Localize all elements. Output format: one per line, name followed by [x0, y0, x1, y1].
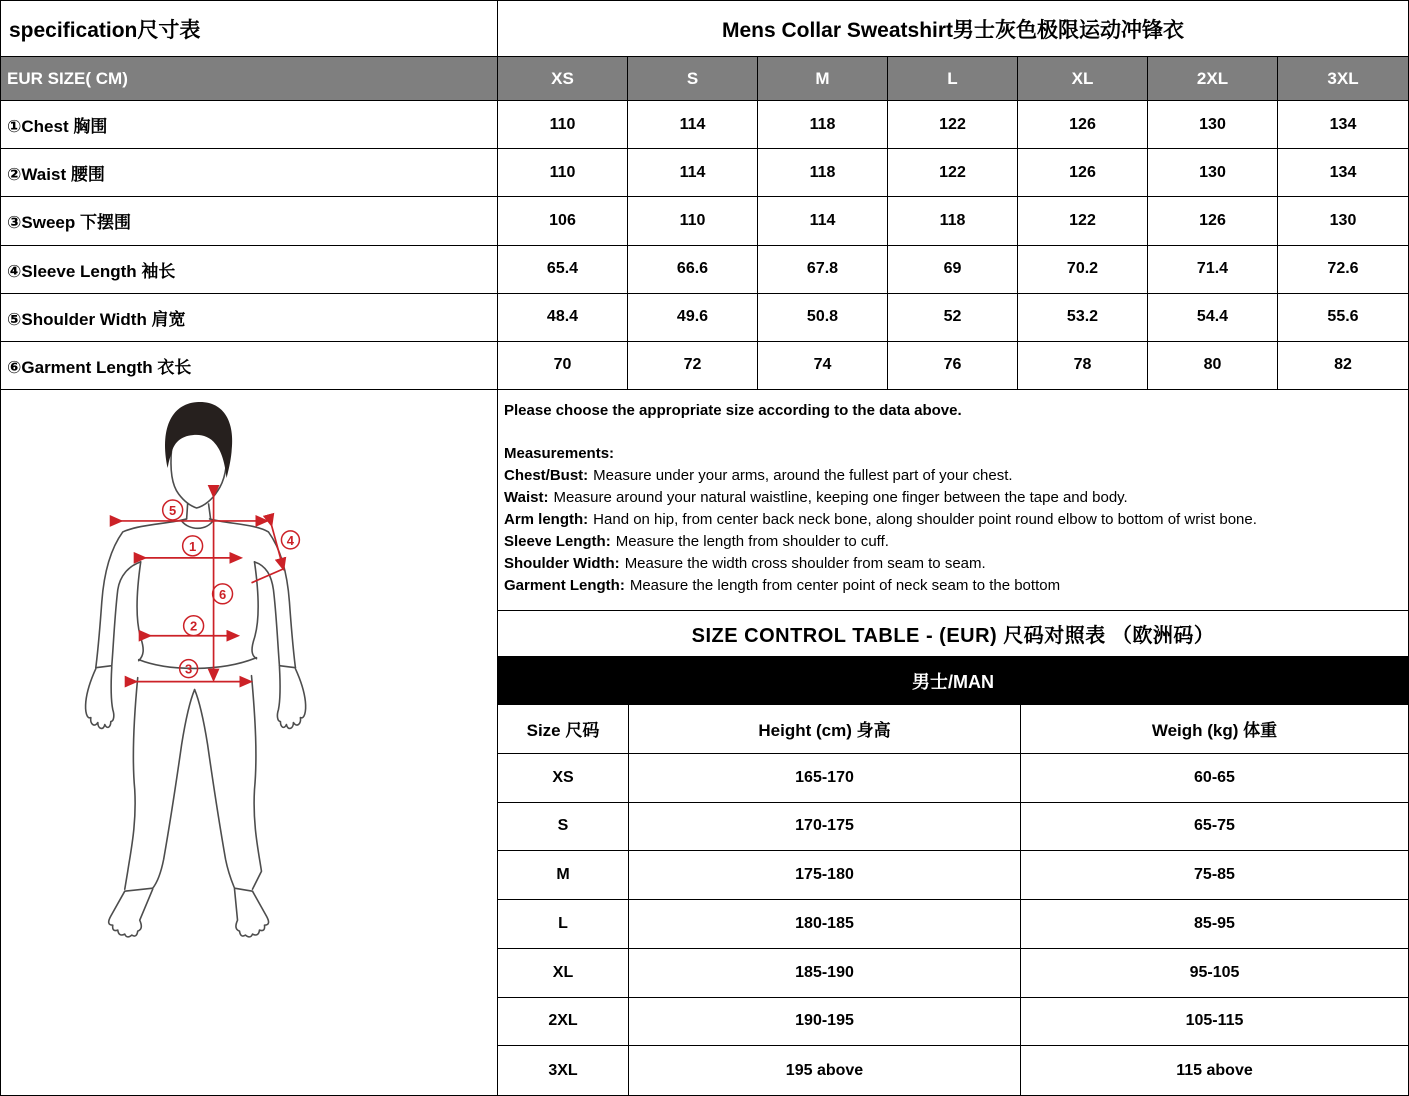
notes-panel [498, 390, 1408, 611]
figure-cell [1, 390, 498, 1095]
spec-value-cell: 55.6 [1278, 294, 1408, 342]
sct-column-header-weight: Weigh (kg) 体重 [1021, 705, 1408, 754]
measurement-label: Sleeve Length: [504, 533, 611, 550]
callout-number-5: 5 [169, 502, 177, 518]
spec-value-cell: 70.2 [1018, 246, 1148, 294]
right-column [498, 390, 1408, 1095]
sct-height-cell: 190-195 [629, 998, 1021, 1047]
measurement-item-waist [504, 487, 1400, 509]
sct-weight-cell: 115 above [1176, 1061, 1253, 1079]
spec-value-cell: 118 [758, 149, 888, 197]
spec-value-cell: 49.6 [628, 294, 758, 342]
spec-value-cell: 76 [888, 342, 1018, 390]
bottom-area [1, 390, 1408, 1095]
size-column-header-m: M [758, 57, 888, 101]
product-title: Mens Collar Sweatshirt男士灰色极限运动冲锋衣 [498, 1, 1408, 57]
measurement-item-shoulder-width [504, 553, 1400, 575]
measurement-item-arm-length [504, 509, 1400, 531]
spec-row-label-sweep: ③Sweep 下摆围 [1, 197, 498, 245]
spec-value-cell: 130 [1148, 101, 1278, 149]
sct-weight-cell: 95-105 [1021, 949, 1408, 998]
hair [165, 402, 232, 478]
sct-column-header-size: Size 尺码 [498, 705, 629, 754]
sct-weight-cell: 75-85 [1021, 851, 1408, 900]
size-control-table [498, 705, 1408, 1095]
spec-value-cell: 110 [628, 197, 758, 245]
spec-row-label-sleeve-length: ④Sleeve Length 袖长 [1, 246, 498, 294]
spec-value-cell: 110 [498, 101, 628, 149]
sct-size-cell: M [498, 851, 629, 900]
callout-number-6: 6 [218, 586, 227, 602]
sct-size-cell: S [498, 803, 629, 852]
measurements-heading: Measurements: [504, 445, 615, 462]
spec-value-cell: 67.8 [758, 246, 888, 294]
size-column-header-xs: XS [498, 57, 628, 101]
spec-value-cell: 126 [1018, 101, 1148, 149]
spec-row-label-garment-length: ⑥Garment Length 衣长 [1, 342, 498, 390]
sct-weight-cell: 85-95 [1021, 900, 1408, 949]
measurement-item-chest [504, 465, 1400, 487]
spec-value-cell: 65.4 [498, 246, 628, 294]
measurement-text: Measure the length from shoulder to cuff. [615, 533, 889, 550]
measurement-label: Garment Length: [504, 577, 625, 594]
measurement-label: Arm length: [504, 511, 589, 528]
measurement-arrows [121, 496, 284, 682]
spec-value-cell: 122 [888, 149, 1018, 197]
spec-row-label-chest: ①Chest 胸围 [1, 101, 498, 149]
sct-height-cell: 185-190 [629, 949, 1021, 998]
sct-size-cell: XS [498, 754, 629, 803]
measurement-text: Measure under your arms, around the fullest part of your chest. [593, 467, 1013, 484]
spec-value-cell: 114 [758, 197, 888, 245]
spec-table [1, 1, 1408, 390]
spec-value-cell: 72.6 [1278, 246, 1408, 294]
sct-size-cell: XL [498, 949, 629, 998]
sct-height-cell: 180-185 [629, 900, 1021, 949]
sct-height-cell: 170-175 [629, 803, 1021, 852]
sct-size-cell: 3XL [498, 1046, 629, 1095]
sct-height-cell: 175-180 [629, 851, 1021, 900]
spec-value-cell: 126 [1018, 149, 1148, 197]
sct-column-header-height: Height (cm) 身高 [629, 705, 1021, 754]
spec-value-cell: 130 [1148, 149, 1278, 197]
sct-weight-cell: 105-115 [1021, 998, 1408, 1047]
measurement-label: Waist: [504, 489, 549, 506]
size-column-header-3xl: 3XL [1278, 57, 1408, 101]
size-column-header-2xl: 2XL [1148, 57, 1278, 101]
spec-value-cell: 74 [758, 342, 888, 390]
measurement-text: Hand on hip, from center back neck bone, along shoulder point round elbow to bottom of wrist bone. [593, 511, 1257, 528]
spec-value-cell: 82 [1278, 342, 1408, 390]
spec-value-cell: 48.4 [498, 294, 628, 342]
spec-value-cell: 134 [1278, 101, 1408, 149]
spec-row-label-shoulder-width: ⑤Shoulder Width 肩宽 [1, 294, 498, 342]
size-column-header-xl: XL [1018, 57, 1148, 101]
callout-number-2: 2 [190, 618, 198, 634]
measurement-label: Chest/Bust: [504, 467, 589, 484]
eur-size-header: EUR SIZE( CM) [1, 57, 498, 101]
spec-value-cell: 80 [1148, 342, 1278, 390]
callout-number-3: 3 [185, 661, 193, 677]
spec-value-cell: 78 [1018, 342, 1148, 390]
measurement-item-garment-length [504, 575, 1400, 597]
sct-size-cell: 2XL [498, 998, 629, 1047]
man-header-bar: 男士/MAN [498, 657, 1408, 705]
spec-value-cell: 118 [888, 197, 1018, 245]
male-figure-illustration [1, 390, 497, 1095]
spec-value-cell: 52 [888, 294, 1018, 342]
spec-value-cell: 118 [758, 101, 888, 149]
measurement-text: Measure around your natural waistline, keeping one finger between the tape and body. [553, 489, 1128, 506]
spec-value-cell: 71.4 [1148, 246, 1278, 294]
sleeve-arrow [271, 525, 283, 569]
size-note-intro: Please choose the appropriate size according to the data above. [504, 402, 962, 419]
spec-value-cell: 130 [1278, 197, 1408, 245]
size-control-table-title: SIZE CONTROL TABLE - (EUR) 尺码对照表 （欧洲码） [498, 611, 1408, 657]
spec-value-cell: 69 [888, 246, 1018, 294]
spec-sheet-title: specification尺寸表 [1, 1, 498, 57]
measurement-item-sleeve-length [504, 531, 1400, 553]
spec-value-cell: 122 [1018, 197, 1148, 245]
size-column-header-l: L [888, 57, 1018, 101]
spec-value-cell: 114 [628, 149, 758, 197]
callout-number-4: 4 [286, 532, 295, 548]
spec-value-cell: 122 [888, 101, 1018, 149]
sct-size-cell: L [498, 900, 629, 949]
sct-height-cell: 195 above [629, 1046, 1021, 1095]
measurement-label: Shoulder Width: [504, 555, 620, 572]
spec-value-cell: 126 [1148, 197, 1278, 245]
measurement-text: Measure the length from center point of neck seam to the bottom [629, 577, 1061, 594]
spec-value-cell: 50.8 [758, 294, 888, 342]
spec-value-cell: 53.2 [1018, 294, 1148, 342]
size-column-header-s: S [628, 57, 758, 101]
spec-value-cell: 114 [628, 101, 758, 149]
spec-value-cell: 72 [628, 342, 758, 390]
sct-weight-cell: 65-75 [1021, 803, 1408, 852]
sct-weight-cell: 60-65 [1021, 754, 1408, 803]
sct-height-cell: 165-170 [629, 754, 1021, 803]
spec-value-cell: 106 [498, 197, 628, 245]
spec-value-cell: 110 [498, 149, 628, 197]
spec-row-label-waist: ②Waist 腰围 [1, 149, 498, 197]
spec-value-cell: 134 [1278, 149, 1408, 197]
spec-value-cell: 54.4 [1148, 294, 1278, 342]
measurement-text: Measure the width cross shoulder from seam to seam. [624, 555, 986, 572]
callout-number-1: 1 [189, 538, 197, 554]
spec-value-cell: 66.6 [628, 246, 758, 294]
spec-value-cell: 70 [498, 342, 628, 390]
